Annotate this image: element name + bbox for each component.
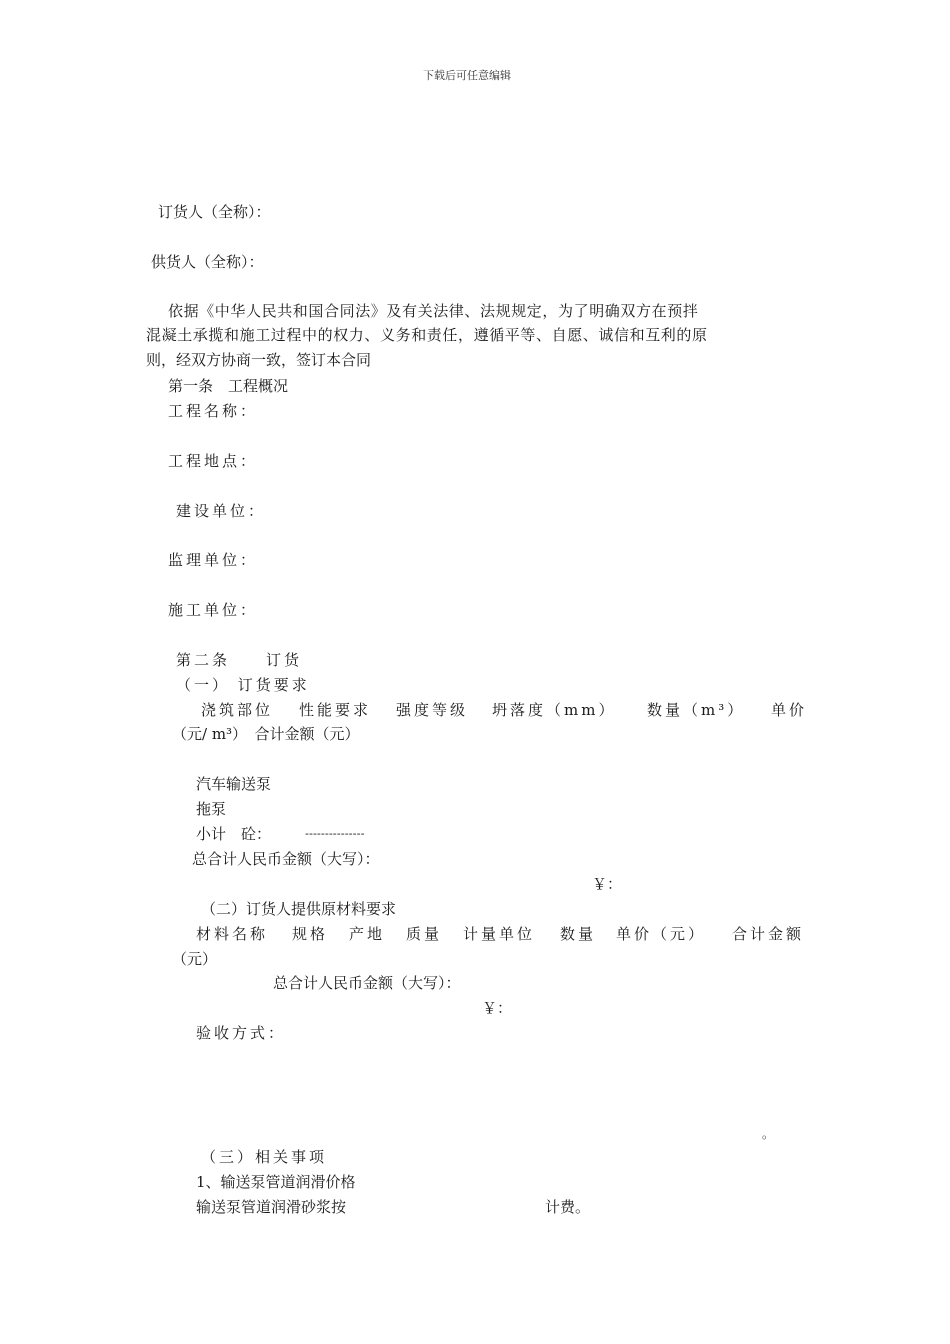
item1-title: 1、输送泵管道润滑价格 — [196, 1173, 356, 1191]
section2-columns-continued: （元） — [172, 950, 218, 968]
section1-col-5: 数量（m³） — [647, 701, 746, 719]
section2-title: （二）订货人提供原材料要求 — [201, 900, 397, 918]
section1-total-label: 总合计人民币金额（大写）： — [192, 850, 380, 868]
project-name-label: 工程名称： — [168, 402, 259, 420]
section2-col-7: 单价（元） — [616, 925, 707, 943]
section1-title: （一） 订货要求 — [176, 676, 310, 694]
row-truck-pump: 汽车输送泵 — [196, 775, 272, 793]
intro-line-3: 则，经双方协商一致，签订本合同 — [146, 351, 372, 369]
project-location-label: 工程地点： — [168, 452, 259, 470]
contractor-label: 施工单位： — [168, 601, 259, 619]
article1-title: 第一条 工程概况 — [168, 377, 289, 395]
section2-col-1: 材料名称 — [196, 925, 269, 943]
intro-line-1: 依据《中华人民共和国合同法》及有关法律、法规规定，为了明确双方在预拌 — [168, 302, 699, 320]
period-mark: 。 — [762, 1127, 775, 1141]
item1-text-a: 输送泵管道润滑砂浆按 — [196, 1198, 347, 1216]
subtotal-dash: --------------- — [305, 827, 365, 840]
subtotal-label: 小计 砼： — [196, 825, 272, 843]
supplier-label: 供货人（全称）： — [151, 253, 264, 271]
buyer-label: 订货人（全称）： — [158, 203, 271, 221]
section1-col-2: 性能要求 — [299, 701, 372, 719]
section3-title: （三）相关事项 — [201, 1148, 328, 1166]
item1-text-b: 计费。 — [545, 1198, 591, 1216]
section2-col-8: 合计金额 — [732, 925, 805, 943]
section1-col-6: 单价 — [771, 701, 808, 719]
page-header: 下载后可任意编辑 — [423, 69, 511, 82]
intro-line-2: 混凝土承揽和施工过程中的权力、义务和责任，遵循平等、自愿、诚信和互利的原 — [146, 326, 708, 344]
section2-total-yen: ￥： — [482, 999, 513, 1017]
section1-columns-continued: （元/ m³） 合计金额（元） — [172, 725, 360, 743]
section1-total-yen: ￥： — [592, 875, 623, 893]
section2-total-label: 总合计人民币金额（大写）： — [273, 974, 461, 992]
supervisor-label: 监理单位： — [168, 551, 259, 569]
section2-col-5: 计量单位 — [463, 925, 536, 943]
section1-col-1: 浇筑部位 — [201, 701, 274, 719]
acceptance-method-label: 验收方式： — [196, 1024, 287, 1042]
section2-col-2: 规格 — [292, 925, 329, 943]
section1-col-3: 强度等级 — [396, 701, 469, 719]
section2-col-4: 质量 — [406, 925, 443, 943]
section1-col-4: 坍落度（mm） — [492, 701, 617, 719]
section2-col-3: 产地 — [349, 925, 386, 943]
article2-title: 第二条 订货 — [176, 651, 303, 669]
builder-label: 建设单位： — [176, 502, 267, 520]
section2-col-6: 数量 — [560, 925, 597, 943]
row-trailer-pump: 拖泵 — [196, 800, 227, 818]
